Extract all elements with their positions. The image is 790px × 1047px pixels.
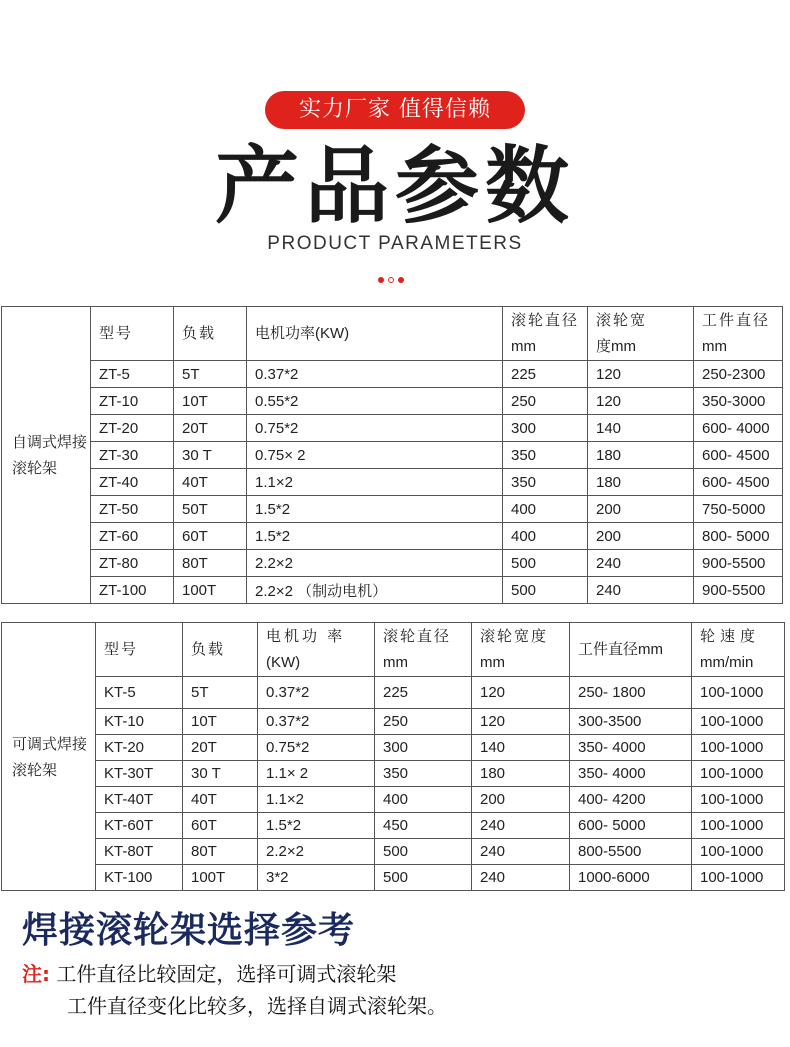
table-cell: 2.2×2	[258, 839, 375, 865]
table-cell: 240	[472, 813, 570, 839]
table-cell: 500	[375, 865, 472, 891]
table-cell: 600- 4000	[694, 415, 783, 442]
table-row	[2, 839, 785, 865]
table-cell: 250	[503, 388, 588, 415]
table-cell: 10T	[183, 709, 258, 735]
table-cell: 240	[472, 865, 570, 891]
column-header: 滚轮直径 mm	[375, 623, 472, 677]
table-cell: 180	[588, 442, 694, 469]
page-title: 产品参数	[214, 137, 575, 235]
table-cell: 5T	[183, 677, 258, 709]
table-cell: 0.37*2	[258, 709, 375, 735]
column-header: 负载	[174, 307, 247, 361]
table-cell: 5T	[174, 361, 247, 388]
table-cell: ZT-20	[91, 415, 174, 442]
table-cell: 300-3500	[570, 709, 692, 735]
table-cell: 750-5000	[694, 496, 783, 523]
table-cell: 100T	[183, 865, 258, 891]
table-cell: 100-1000	[692, 839, 785, 865]
table-cell: 40T	[183, 787, 258, 813]
selection-reference-title: 焊接滚轮架选择参考	[22, 910, 356, 951]
table-cell: 2.2×2 （制动电机）	[247, 577, 503, 604]
note-text: 工件直径变化比较多，选择自调式滚轮架。	[67, 994, 447, 1018]
table-row	[2, 709, 785, 735]
column-header: 滚轮直径 mm	[503, 307, 588, 361]
table-row	[2, 496, 783, 523]
table-cell: 200	[588, 523, 694, 550]
table-cell: KT-80T	[96, 839, 183, 865]
table-cell: 30 T	[183, 761, 258, 787]
column-header: 滚轮宽 度mm	[588, 307, 694, 361]
table-cell: 140	[588, 415, 694, 442]
table-cell: 600- 4500	[694, 442, 783, 469]
table-cell: 240	[588, 577, 694, 604]
column-header: 轮速度 mm/min	[692, 623, 785, 677]
adjustable-spec-table	[1, 622, 785, 891]
table-cell: 80T	[183, 839, 258, 865]
table-cell: 240	[472, 839, 570, 865]
table-cell: 2.2×2	[247, 550, 503, 577]
table-row	[2, 677, 785, 709]
table-cell: KT-5	[96, 677, 183, 709]
table-cell: 120	[588, 388, 694, 415]
table-cell: 1.5*2	[258, 813, 375, 839]
table-cell: ZT-60	[91, 523, 174, 550]
column-header: 工件直径 mm	[694, 307, 783, 361]
table-cell: 350	[503, 469, 588, 496]
column-header: 滚轮宽度 mm	[472, 623, 570, 677]
table-cell: 10T	[174, 388, 247, 415]
table-cell: 120	[472, 709, 570, 735]
table-cell: 0.55*2	[247, 388, 503, 415]
table-cell: ZT-80	[91, 550, 174, 577]
table-cell: 600- 4500	[694, 469, 783, 496]
table-cell: 60T	[174, 523, 247, 550]
table-cell: 800- 5000	[694, 523, 783, 550]
table-cell: 1.1× 2	[258, 761, 375, 787]
table-cell: 80T	[174, 550, 247, 577]
table-cell: ZT-30	[91, 442, 174, 469]
slogan-badge: 实力厂家 值得信赖	[265, 91, 525, 129]
table-cell: 100-1000	[692, 677, 785, 709]
table-cell: 3*2	[258, 865, 375, 891]
table-cell: KT-60T	[96, 813, 183, 839]
table-cell: 600- 5000	[570, 813, 692, 839]
table-cell: KT-20	[96, 735, 183, 761]
table-cell: KT-10	[96, 709, 183, 735]
table-cell: 100-1000	[692, 761, 785, 787]
product-group-label: 可调式焊接滚轮架	[2, 623, 96, 891]
column-header: 型号	[91, 307, 174, 361]
column-header: 负载	[183, 623, 258, 677]
table-row	[2, 577, 783, 604]
table-cell: 1.1×2	[258, 787, 375, 813]
table-cell: 120	[588, 361, 694, 388]
table-cell: ZT-100	[91, 577, 174, 604]
product-group-label: 自调式焊接滚轮架	[2, 307, 91, 604]
table-cell: 0.75× 2	[247, 442, 503, 469]
table-cell: 180	[588, 469, 694, 496]
table-header-row	[2, 623, 785, 677]
table-row	[2, 787, 785, 813]
table-cell: ZT-40	[91, 469, 174, 496]
table-cell: 350	[503, 442, 588, 469]
table-row	[2, 388, 783, 415]
table-cell: 200	[472, 787, 570, 813]
table-cell: 800-5500	[570, 839, 692, 865]
table-cell: 100-1000	[692, 735, 785, 761]
table-cell: 900-5500	[694, 550, 783, 577]
table-cell: 500	[503, 550, 588, 577]
table-cell: KT-30T	[96, 761, 183, 787]
table-cell: 400- 4200	[570, 787, 692, 813]
dot-hollow-icon	[388, 277, 394, 283]
note-line-2	[67, 990, 447, 1019]
table-cell: 350- 4000	[570, 735, 692, 761]
table-cell: 140	[472, 735, 570, 761]
note-text: 工件直径比较固定，选择可调式滚轮架	[56, 962, 397, 986]
self-adjusting-spec-table	[1, 306, 783, 604]
column-header: 电机功 率 (KW)	[258, 623, 375, 677]
note-line-1	[22, 958, 396, 987]
table-row	[2, 523, 783, 550]
decorative-dots	[378, 276, 404, 284]
table-cell: 250- 1800	[570, 677, 692, 709]
table-row	[2, 442, 783, 469]
table-row	[2, 761, 785, 787]
table-cell: 100-1000	[692, 709, 785, 735]
table-cell: 225	[375, 677, 472, 709]
table-cell: 30 T	[174, 442, 247, 469]
table-header-row	[2, 307, 783, 361]
dot-icon	[398, 277, 404, 283]
table-cell: 225	[503, 361, 588, 388]
note-label: 注:	[22, 962, 50, 986]
table-cell: 1000-6000	[570, 865, 692, 891]
table-row	[2, 550, 783, 577]
table-cell: 60T	[183, 813, 258, 839]
table-cell: 100-1000	[692, 813, 785, 839]
table-cell: 50T	[174, 496, 247, 523]
table-cell: ZT-5	[91, 361, 174, 388]
table-cell: 100-1000	[692, 787, 785, 813]
table-row	[2, 469, 783, 496]
table-cell: 100-1000	[692, 865, 785, 891]
table-row	[2, 813, 785, 839]
table-cell: 40T	[174, 469, 247, 496]
table-cell: 400	[503, 523, 588, 550]
table-cell: 0.37*2	[258, 677, 375, 709]
table-cell: ZT-10	[91, 388, 174, 415]
table-cell: 350-3000	[694, 388, 783, 415]
table-cell: 250-2300	[694, 361, 783, 388]
column-header: 工件直径mm	[570, 623, 692, 677]
dot-icon	[378, 277, 384, 283]
table-cell: 500	[503, 577, 588, 604]
table-cell: 250	[375, 709, 472, 735]
table-cell: 0.75*2	[247, 415, 503, 442]
table-cell: 1.5*2	[247, 523, 503, 550]
table-cell: 180	[472, 761, 570, 787]
table-cell: 20T	[183, 735, 258, 761]
table-cell: 200	[588, 496, 694, 523]
table-cell: 0.75*2	[258, 735, 375, 761]
table-cell: KT-40T	[96, 787, 183, 813]
table-cell: 350- 4000	[570, 761, 692, 787]
table-cell: 400	[375, 787, 472, 813]
page-subtitle: PRODUCT PARAMETERS	[267, 233, 523, 254]
table-cell: 120	[472, 677, 570, 709]
table-row	[2, 865, 785, 891]
column-header: 电机功率(KW)	[247, 307, 503, 361]
column-header: 型号	[96, 623, 183, 677]
table-row	[2, 735, 785, 761]
table-cell: 100T	[174, 577, 247, 604]
table-cell: 240	[588, 550, 694, 577]
table-cell: 400	[503, 496, 588, 523]
table-cell: ZT-50	[91, 496, 174, 523]
table-cell: 1.1×2	[247, 469, 503, 496]
table-cell: 450	[375, 813, 472, 839]
table-cell: 300	[375, 735, 472, 761]
table-cell: 1.5*2	[247, 496, 503, 523]
table-cell: 300	[503, 415, 588, 442]
table-cell: 900-5500	[694, 577, 783, 604]
table-row	[2, 361, 783, 388]
table-cell: 500	[375, 839, 472, 865]
table-cell: 350	[375, 761, 472, 787]
table-cell: KT-100	[96, 865, 183, 891]
table-cell: 20T	[174, 415, 247, 442]
table-cell: 0.37*2	[247, 361, 503, 388]
table-row	[2, 415, 783, 442]
